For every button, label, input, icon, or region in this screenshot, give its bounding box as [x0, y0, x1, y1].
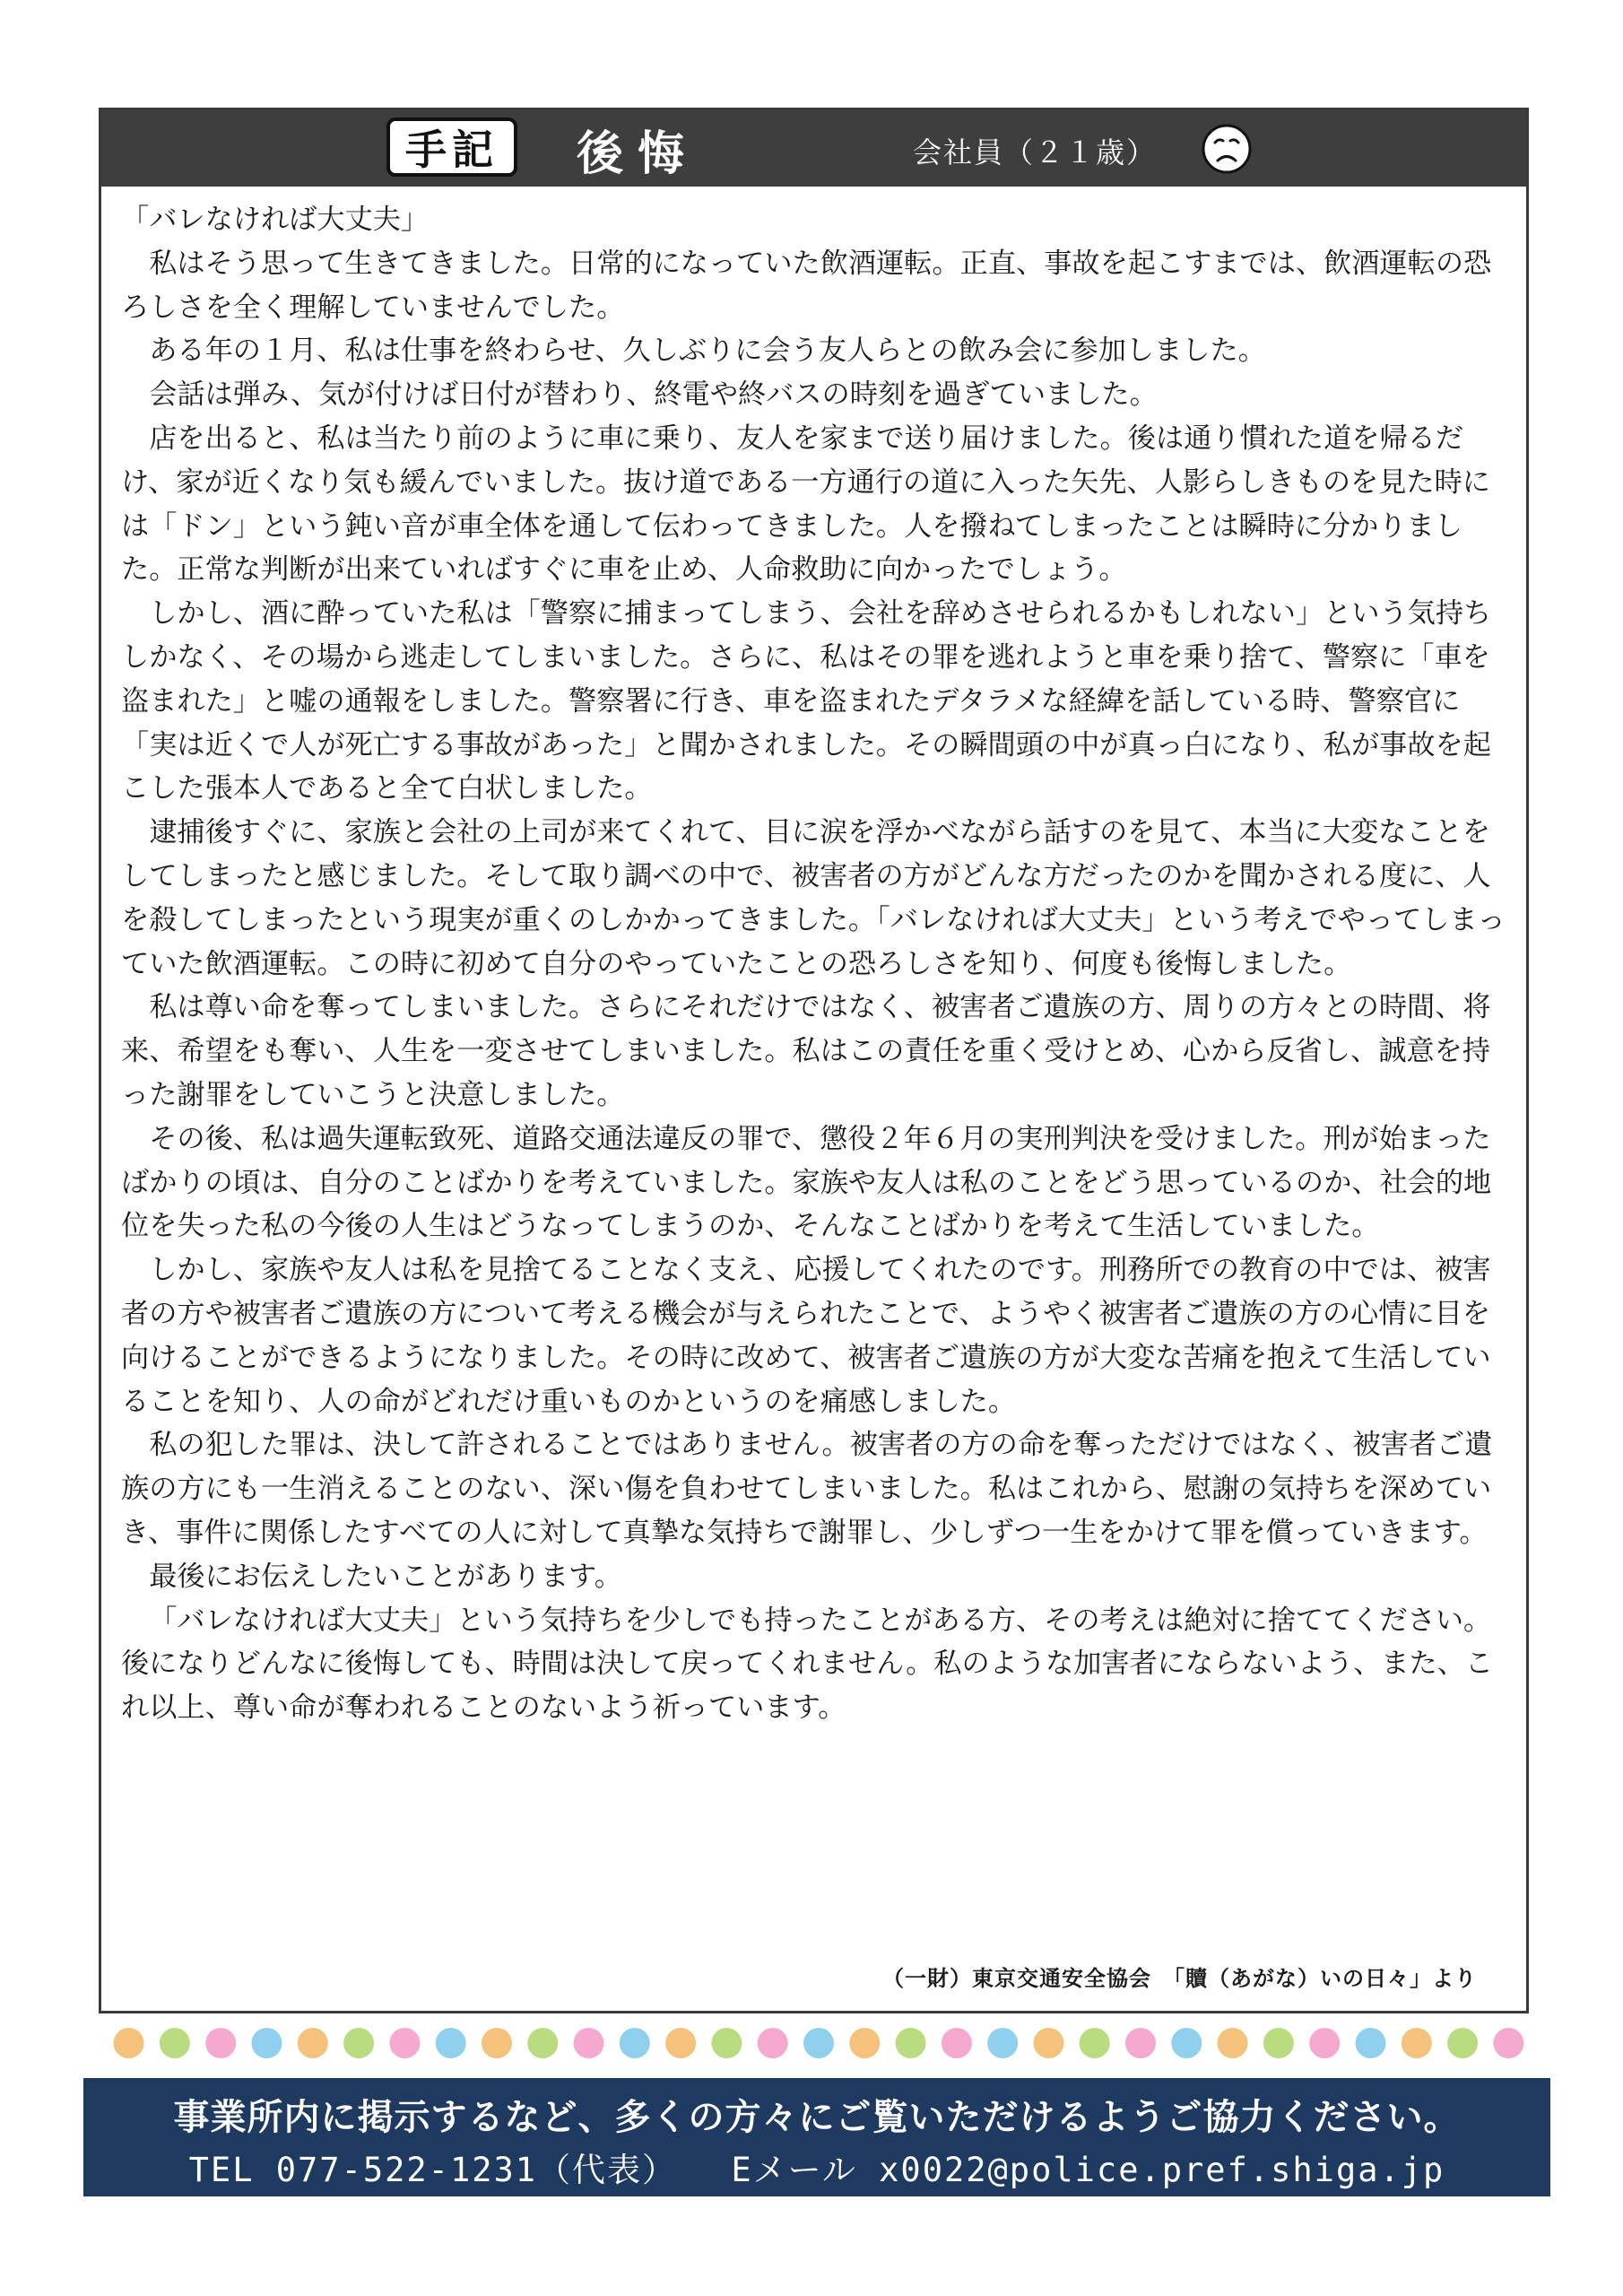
paragraph: 私はそう思って生きてきました。日常的になっていた飲酒運転。正直、事故を起こすまでは、飲酒運転の恐ろしさを全く理解していませんでした。 [121, 247, 1492, 324]
memoir-tag: 手記 [386, 117, 517, 177]
decorative-dot [1125, 2028, 1156, 2058]
decorative-dot [1447, 2028, 1478, 2058]
decorative-dot [160, 2028, 190, 2058]
footer-banner [83, 2078, 1550, 2196]
paragraph: 店を出ると、私は当たり前のように車に乗り、友人を家まで送り届けました。後は通り慣れた道を帰るだけ、家が近くなり気も緩んでいました。抜け道である一方通行の道に入った矢先、人影らしきものを見た時には「ドン」という鈍い音が車全体を通して伝わってきました。人を撥ねてしまったことは瞬時に分かりました。正常な判断が出来ていればすぐに車を止め、人命救助に向かったでしょう。 [121, 422, 1490, 587]
decorative-dot [1263, 2028, 1294, 2058]
paragraph: 最後にお伝えしたいことがあります。 [149, 1560, 622, 1593]
decorative-dot [1218, 2028, 1248, 2058]
decorative-dot [849, 2028, 880, 2058]
decorative-dot [758, 2028, 788, 2058]
paragraph: 私の犯した罪は、決して許されることではありません。被害者の方の命を奪っただけではなく、被害者ご遺族の方にも一生消えることのない、深い傷を負わせてしまいました。私はこれから、慰謝の気持ちを深めていき、事件に関係したすべての人に対して真摯な気持ちで謝罪し、少しずつ一生をかけて罪を償っていきます。 [121, 1429, 1493, 1549]
decorative-dot [574, 2028, 604, 2058]
paragraph: 会話は弾み、気が付けば日付が替わり、終電や終バスの時刻を過ぎていました。 [149, 378, 1158, 412]
paragraph: 「バレなければ大丈夫」 [121, 204, 430, 236]
decorative-dot [1034, 2028, 1064, 2058]
paragraph: しかし、酒に酔っていた私は「警察に捕まってしまう、会社を辞めさせられるかもしれない」という気持ちしかなく、その場から逃走してしまいました。さらに、私はその罪を逃れようと車を乗り捨て、警察に「車を盗まれた」と嘘の通報をしました。警察署に行き、車を盗まれたデタラメな経緯を話している時、警察官に「実は近くで人が死亡する事故があった」と聞かされました。その瞬間頭の中が真っ白になり、私が事故を起こした張本人であると全て白状しました。 [121, 597, 1492, 805]
paragraph: 「バレなければ大丈夫」という気持ちを少しでも持ったことがある方、その考えは絶対に捨ててください。後になりどんなに後悔しても、時間は決して戻ってくれません。私のような加害者にならないよう、また、これ以上、尊い命が奪われることのないよう祈っています。 [121, 1604, 1494, 1725]
decorative-dot [252, 2028, 282, 2058]
decorative-dot [527, 2028, 558, 2058]
decorative-dot [1493, 2028, 1523, 2058]
decorative-dot [436, 2028, 466, 2058]
decorative-dot [298, 2028, 328, 2058]
decorative-dot [1309, 2028, 1340, 2058]
decorative-dot-row [106, 2025, 1532, 2061]
paragraph: 逮捕後すぐに、家族と会社の上司が来てくれて、目に涙を浮かべながら話すのを見て、本当に大変なことをしてしまったと感じました。そして取り調べの中で、被害者の方がどんな方だったのかを聞かされる度に、人を殺してしまったという現実が重くのしかかってきました。「バレなければ大丈夫」という考えでやってしまっていた飲酒運転。この時に初めて自分のやっていたことの恐ろしさを知り、何度も後悔しました。 [121, 816, 1506, 980]
paragraph: その後、私は過失運転致死、道路交通法違反の罪で、懲役２年６月の実刑判決を受けました。刑が始まったばかりの頃は、自分のことばかりを考えていました。家族や友人は私のことをどう思っているのか、社会的地位を失った私の今後の人生はどうなってしまうのか、そんなことばかりを考えて生活していました。 [121, 1122, 1492, 1243]
contact-line [83, 2143, 1550, 2191]
paragraph: 私は尊い命を奪ってしまいました。さらにそれだけではなく、被害者ご遺族の方、周りの方々との時間、将来、希望をも奪い、人生を一変させてしまいました。私はこの責任を重く受けとめ、心から反省し、誠意を持った謝罪をしていこうと決意しました。 [121, 991, 1491, 1111]
source-credit: （一財）東京交通安全協会 「贖（あがな）いの日々」より [882, 1966, 1477, 1991]
decorative-dot [1356, 2028, 1386, 2058]
author-label: 会社員（２１歳） [913, 135, 1158, 170]
decorative-dot [482, 2028, 512, 2058]
decorative-dot [1402, 2028, 1432, 2058]
decorative-dot [942, 2028, 972, 2058]
decorative-dot [1171, 2028, 1202, 2058]
decorative-dot [1080, 2028, 1110, 2058]
article-body [121, 198, 1511, 1730]
article-header [101, 110, 1526, 187]
decorative-dot [987, 2028, 1018, 2058]
decorative-dot [114, 2028, 144, 2058]
decorative-dot [389, 2028, 420, 2058]
email-address: Eメール x0022@police.pref.shiga.jp [731, 2151, 1445, 2189]
paragraph: ある年の１月、私は仕事を終わらせ、久しぶりに会う友人らとの飲み会に参加しました。 [149, 335, 1266, 368]
decorative-dot [803, 2028, 834, 2058]
paragraph: しかし、家族や友人は私を見捨てることなく支え、応援してくれたのです。刑務所での教育の中では、被害者の方や被害者ご遺族の方について考える機会が与えられたことで、ようやく被害者ご遺族の方の心情に目を向けることができるようになりました。その時に改めて、被害者ご遺族の方が大変な苦痛を抱えて生活していることを知り、人の命がどれだけ重いものかというのを痛感しました。 [121, 1254, 1491, 1418]
article-title: 後悔 [577, 126, 699, 181]
phone-number: TEL 077-522-1231（代表） [188, 2151, 678, 2189]
decorative-dot [205, 2028, 236, 2058]
decorative-dot [896, 2028, 926, 2058]
footer-message: 事業所内に掲示するなど、多くの方々にご覧いただけるようご協力ください。 [173, 2097, 1461, 2138]
decorative-dot [343, 2028, 374, 2058]
decorative-dot [711, 2028, 742, 2058]
decorative-dot [665, 2028, 696, 2058]
sad-face-icon [1201, 123, 1253, 175]
article-frame [99, 108, 1529, 2013]
decorative-dot [620, 2028, 650, 2058]
